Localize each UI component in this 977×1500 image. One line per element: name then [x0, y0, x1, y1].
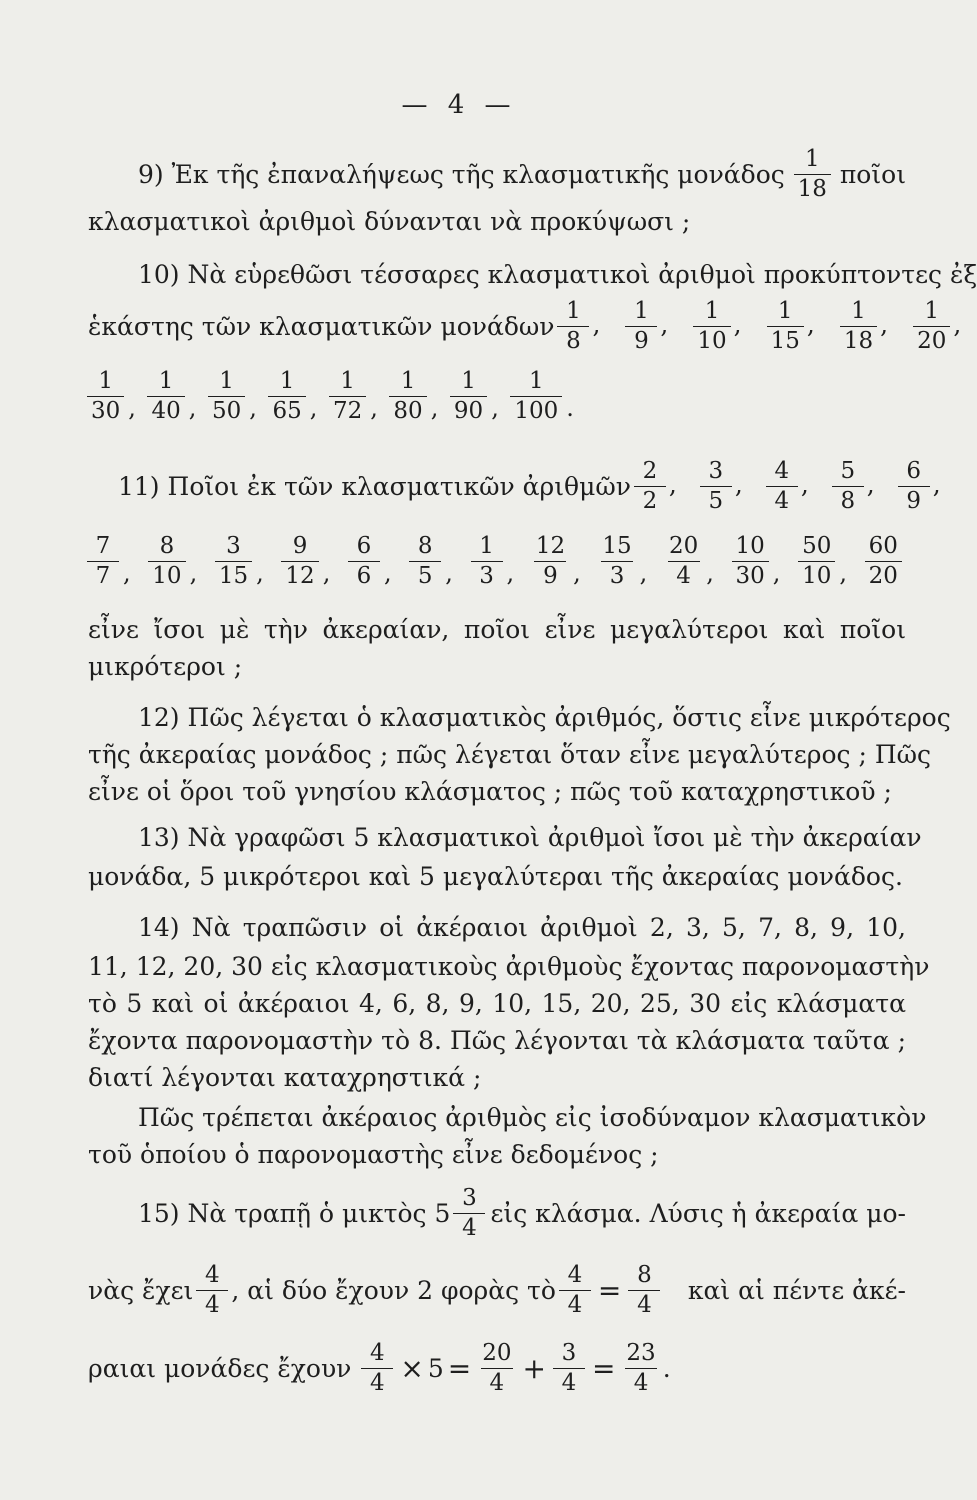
q15-line-2 [88, 1264, 906, 1317]
fraction-denominator: 3 [471, 561, 503, 588]
q15-line-3 [88, 1342, 906, 1395]
q12-line-3: εἶνε οἱ ὅροι τοῦ γνησίου κλάσματος ; πῶς τοῦ καταχρηστικοῦ ; [88, 777, 892, 806]
fraction-denominator: 100 [510, 396, 562, 423]
q10-fractions-row-1 [554, 300, 961, 353]
fraction-denominator: 3 [601, 561, 633, 588]
fraction [87, 535, 119, 588]
fraction-item [631, 460, 677, 513]
q15-l2-text-a: νὰς ἔχει [88, 1276, 194, 1305]
fraction [510, 370, 562, 423]
fraction-punctuation: , [123, 558, 131, 587]
fraction-punctuation: , [573, 558, 581, 587]
q15-l3-fraction-4: $\frac{23}{4}$ [626, 1340, 656, 1396]
fraction-item [697, 460, 743, 513]
q11-line-4: μικρότεροι ; [88, 652, 243, 681]
plus-sign: + [522, 1352, 546, 1385]
fraction-denominator: 50 [208, 396, 245, 423]
fraction [409, 535, 441, 588]
fraction-item [144, 370, 196, 423]
fraction-numerator: 60 [868, 533, 898, 559]
times-sign: × [400, 1352, 424, 1385]
q11-fractions-row-2 [84, 535, 906, 588]
fraction [898, 460, 930, 513]
fraction-denominator: 15 [215, 561, 252, 588]
fraction-numerator: 1 [924, 298, 940, 324]
fraction-numerator: 1 [400, 368, 416, 394]
fraction-punctuation: , [639, 558, 648, 587]
q9-line-1 [138, 148, 906, 201]
q9-text: 9) Ἐκ τῆς ἐπαναλήψεως τῆς κλασματικῆς μονάδος [138, 160, 785, 189]
fraction-punctuation: , [128, 393, 136, 422]
equals-sign: = [597, 1274, 622, 1307]
fraction-denominator: 18 [840, 326, 877, 353]
fraction-numerator: 10 [735, 533, 765, 559]
fraction-numerator: 1 [704, 298, 720, 324]
fraction-item [910, 300, 961, 353]
fraction-item [406, 535, 453, 588]
fraction-denominator: 72 [329, 396, 366, 423]
fraction [732, 535, 769, 588]
fraction-numerator: 5 [840, 458, 856, 484]
q10-fractions-row-2 [84, 370, 574, 423]
fraction-numerator: 4 [774, 458, 790, 484]
fraction-item [447, 370, 499, 423]
fraction-numerator: 1 [158, 368, 174, 394]
q10-text: ἑκάστης τῶν κλασματικῶν μονάδων [88, 312, 555, 341]
fraction-item [529, 535, 581, 588]
fraction-denominator: 20 [913, 326, 950, 353]
fraction-punctuation: , [880, 310, 889, 339]
fraction-item [345, 535, 392, 588]
fraction-item [837, 300, 888, 353]
q15-l3-fraction-3: $\frac{3}{4}$ [553, 1342, 585, 1395]
fraction-denominator: 90 [450, 396, 487, 423]
q14-line-3: τὸ 5 καὶ οἱ ἀκέραιοι 4, 6, 8, 9, 10, 15, 20, 25, 30 εἰς κλάσματα [88, 989, 906, 1018]
fraction-denominator: 9 [625, 326, 657, 353]
fraction [87, 370, 124, 423]
fraction [348, 535, 380, 588]
fraction-item [764, 300, 815, 353]
fraction-item [763, 460, 809, 513]
q14-line-4: ἔχοντα παρονομαστὴν τὸ 8. Πῶς λέγονται τὰ κλάσματα ταῦτα ; [88, 1026, 906, 1055]
q11-fractions-row-1 [631, 460, 941, 513]
fraction-denominator: 5 [700, 486, 732, 513]
fraction-numerator: 1 [279, 368, 295, 394]
q10-line-1: 10) Νὰ εὑρεθῶσι τέσσαρες κλασματικοὶ ἀριθμοὶ προκύπτοντες ἐξ [138, 260, 977, 289]
fraction-denominator: 9 [898, 486, 930, 513]
page-number: — 4 — [401, 90, 517, 120]
fraction-item [862, 535, 906, 588]
fraction-numerator: 1 [461, 368, 476, 394]
fraction-numerator: 1 [98, 368, 113, 394]
q15-l3-fraction-2: $\frac{20}{4}$ [482, 1340, 512, 1396]
q15-l2-fraction-1: $\frac{4}{4}$ [196, 1264, 228, 1317]
fraction-denominator: 30 [87, 396, 124, 423]
fraction-punctuation: , [932, 470, 941, 499]
q15-fraction-3-4: $\frac{3}{4}$ [453, 1187, 485, 1240]
fraction-denominator: 65 [268, 396, 305, 423]
q15-l3-five: 5 [427, 1354, 444, 1383]
q15-l2-fraction-2: $\frac{4}{4}$ [559, 1264, 591, 1317]
fraction-item [145, 535, 197, 588]
fraction [798, 535, 835, 588]
fraction [471, 535, 503, 588]
fraction [832, 460, 864, 513]
fraction [389, 370, 426, 423]
fraction-denominator: 12 [281, 561, 318, 588]
fraction-punctuation: , [445, 558, 453, 587]
q15-l3-fraction-1: $\frac{4}{4}$ [361, 1342, 393, 1395]
q15-l2-fraction-3: $\frac{8}{4}$ [628, 1264, 660, 1317]
q14-line-7: τοῦ ὁποίου ὁ παρονομαστὴς εἶνε δεδομένος ; [88, 1140, 659, 1169]
fraction-denominator: 8 [557, 326, 589, 353]
fraction-denominator: 30 [732, 561, 769, 588]
equals-sign: = [591, 1352, 616, 1385]
fraction-numerator: 1 [777, 298, 793, 324]
q15-text-b: εἰς κλάσμα. Λύσις ἡ ἀκεραία μο- [490, 1199, 906, 1228]
fraction [208, 370, 245, 423]
fraction-punctuation: , [249, 393, 257, 422]
fraction [329, 370, 366, 423]
fraction [665, 535, 702, 588]
q11-line-1 [118, 458, 941, 514]
fraction-numerator: 6 [356, 533, 372, 559]
fraction [634, 460, 666, 513]
fraction-item [622, 300, 668, 353]
q14-line-1: 14) Νὰ τραπῶσιν οἱ ἀκέραιοι ἀριθμοὶ 2, 3, 5, 7, 8, 9, 10, [138, 913, 906, 942]
fraction-denominator: 10 [693, 326, 730, 353]
fraction-denominator: 20 [865, 561, 902, 588]
q10-line-2 [88, 298, 962, 354]
fraction [281, 535, 318, 588]
q14-line-5: διατί λέγονται καταχρηστικά ; [88, 1063, 482, 1092]
fraction [913, 300, 950, 353]
fraction [865, 535, 902, 588]
fraction-punctuation: , [734, 470, 743, 499]
period: . [662, 1354, 671, 1383]
fraction [598, 535, 635, 588]
fraction-numerator: 9 [292, 533, 308, 559]
fraction-item [468, 535, 515, 588]
q11-line-3: εἶνε ἴσοι μὲ τὴν ἀκεραίαν, ποῖοι εἶνε μεγαλύτεροι καὶ ποῖοι [88, 615, 906, 644]
fraction [450, 370, 487, 423]
fraction [147, 370, 184, 423]
fraction-denominator: 7 [87, 561, 119, 588]
fraction-punctuation: , [309, 393, 318, 422]
fraction-item [278, 535, 330, 588]
fraction-item [386, 370, 438, 423]
fraction [840, 300, 877, 353]
fraction-denominator: 6 [348, 561, 380, 588]
fraction-punctuation: , [370, 393, 378, 422]
fraction-numerator: 1 [851, 298, 866, 324]
fraction [557, 300, 589, 353]
fraction-item [205, 370, 257, 423]
fraction-punctuation: , [706, 558, 714, 587]
fraction-denominator: 15 [767, 326, 804, 353]
fraction-punctuation: , [430, 393, 439, 422]
fraction [268, 370, 305, 423]
fraction-punctuation: , [733, 310, 742, 339]
fraction-punctuation: , [383, 558, 392, 587]
fraction-punctuation: . [566, 393, 574, 422]
fraction [148, 535, 185, 588]
fraction-item [84, 535, 131, 588]
fraction-punctuation: , [660, 310, 669, 339]
fraction-item [507, 370, 574, 423]
fraction-numerator: 50 [802, 533, 832, 559]
fraction-punctuation: , [592, 310, 601, 339]
fraction-punctuation: , [668, 470, 677, 499]
fraction-denominator: 10 [148, 561, 185, 588]
fraction-item [554, 300, 600, 353]
fraction-item [829, 460, 875, 513]
fraction-item [265, 370, 317, 423]
fraction-numerator: 1 [529, 368, 544, 394]
fraction-denominator: 4 [766, 486, 798, 513]
fraction [693, 300, 730, 353]
fraction-item [595, 535, 647, 588]
q9-fraction: $\frac{1}{18}$ [794, 148, 831, 201]
fraction [700, 460, 732, 513]
fraction-numerator: 20 [668, 533, 699, 559]
fraction-item [84, 370, 136, 423]
fraction-item [795, 535, 847, 588]
fraction-denominator: 9 [534, 561, 566, 588]
fraction-numerator: 6 [906, 458, 922, 484]
fraction-numerator: 1 [566, 298, 581, 324]
fraction-item [729, 535, 781, 588]
fraction-numerator: 1 [340, 368, 355, 394]
fraction-numerator: 8 [159, 533, 175, 559]
fraction-numerator: 1 [479, 533, 494, 559]
fraction-punctuation: , [189, 558, 198, 587]
fraction-denominator: 5 [409, 561, 441, 588]
fraction-numerator: 3 [708, 458, 724, 484]
q9-line-2: κλασματικοὶ ἀριθμοὶ δύνανται νὰ προκύψωσι ; [88, 207, 691, 236]
fraction-denominator: 8 [832, 486, 864, 513]
fraction-punctuation: , [772, 558, 781, 587]
fraction-numerator: 3 [226, 533, 241, 559]
q11-text: 11) Ποῖοι ἐκ τῶν κλασματικῶν ἀριθμῶν [118, 472, 631, 501]
q15-text-a: 15) Νὰ τραπῇ ὁ μικτὸς 5 [138, 1199, 451, 1228]
fraction-denominator: 80 [389, 396, 426, 423]
fraction-punctuation: , [491, 393, 499, 422]
fraction-denominator: 40 [147, 396, 184, 423]
q12-line-1: 12) Πῶς λέγεται ὁ κλασματικὸς ἀριθμός, ὅστις εἶνε μικρότερος [138, 703, 951, 732]
q13-line-2: μονάδα, 5 μικρότεροι καὶ 5 μεγαλύτεραι τῆς ἀκεραίας μονάδος. [88, 862, 903, 891]
fraction-numerator: 7 [95, 533, 111, 559]
fraction-denominator: 4 [668, 561, 700, 588]
fraction [532, 535, 569, 588]
fraction [215, 535, 252, 588]
q15-l3-text: ραιαι μονάδες ἔχουν [88, 1354, 352, 1383]
fraction-punctuation: , [839, 558, 847, 587]
fraction-item [212, 535, 264, 588]
q14-line-2: 11, 12, 20, 30 εἰς κλασματικοὺς ἀριθμοὺς ἔχοντας παρονομαστὴν [88, 952, 930, 981]
fraction-numerator: 1 [634, 298, 649, 324]
fraction-numerator: 1 [219, 368, 234, 394]
fraction-punctuation: , [806, 310, 815, 339]
fraction-item [326, 370, 378, 423]
fraction [767, 300, 804, 353]
fraction-punctuation: , [188, 393, 197, 422]
fraction-item [895, 460, 941, 513]
fraction-numerator: 15 [602, 533, 632, 559]
fraction-punctuation: , [256, 558, 264, 587]
fraction-denominator: 2 [634, 486, 666, 513]
fraction-numerator: 8 [417, 533, 433, 559]
q9-text-end: ποῖοι [839, 160, 906, 189]
fraction-item [662, 535, 714, 588]
fraction-item [690, 300, 741, 353]
q15-line-1 [138, 1187, 906, 1240]
fraction [766, 460, 798, 513]
q13-line-1: 13) Νὰ γραφῶσι 5 κλασματικοὶ ἀριθμοὶ ἴσοι μὲ τὴν ἀκεραίαν [138, 823, 922, 852]
q15-l2-text-c: καὶ αἱ πέντε ἀκέ- [687, 1276, 906, 1305]
equals-sign: = [447, 1352, 472, 1385]
fraction-punctuation: , [800, 470, 809, 499]
q12-line-2: τῆς ἀκεραίας μονάδος ; πῶς λέγεται ὅταν εἶνε μεγαλύτερος ; Πῶς [88, 740, 932, 769]
fraction-punctuation: , [322, 558, 331, 587]
fraction-punctuation: , [953, 310, 962, 339]
fraction-numerator: 12 [535, 533, 566, 559]
fraction-denominator: 10 [798, 561, 835, 588]
q15-l2-text-b: , αἱ δύο ἔχουν 2 φορὰς τὸ [231, 1276, 556, 1305]
fraction-numerator: 2 [642, 458, 658, 484]
q14-line-6: Πῶς τρέπεται ἀκέραιος ἀριθμὸς εἰς ἰσοδύναμον κλασματικὸν [138, 1103, 927, 1132]
fraction [625, 300, 657, 353]
fraction-punctuation: , [866, 470, 875, 499]
fraction-punctuation: , [506, 558, 515, 587]
